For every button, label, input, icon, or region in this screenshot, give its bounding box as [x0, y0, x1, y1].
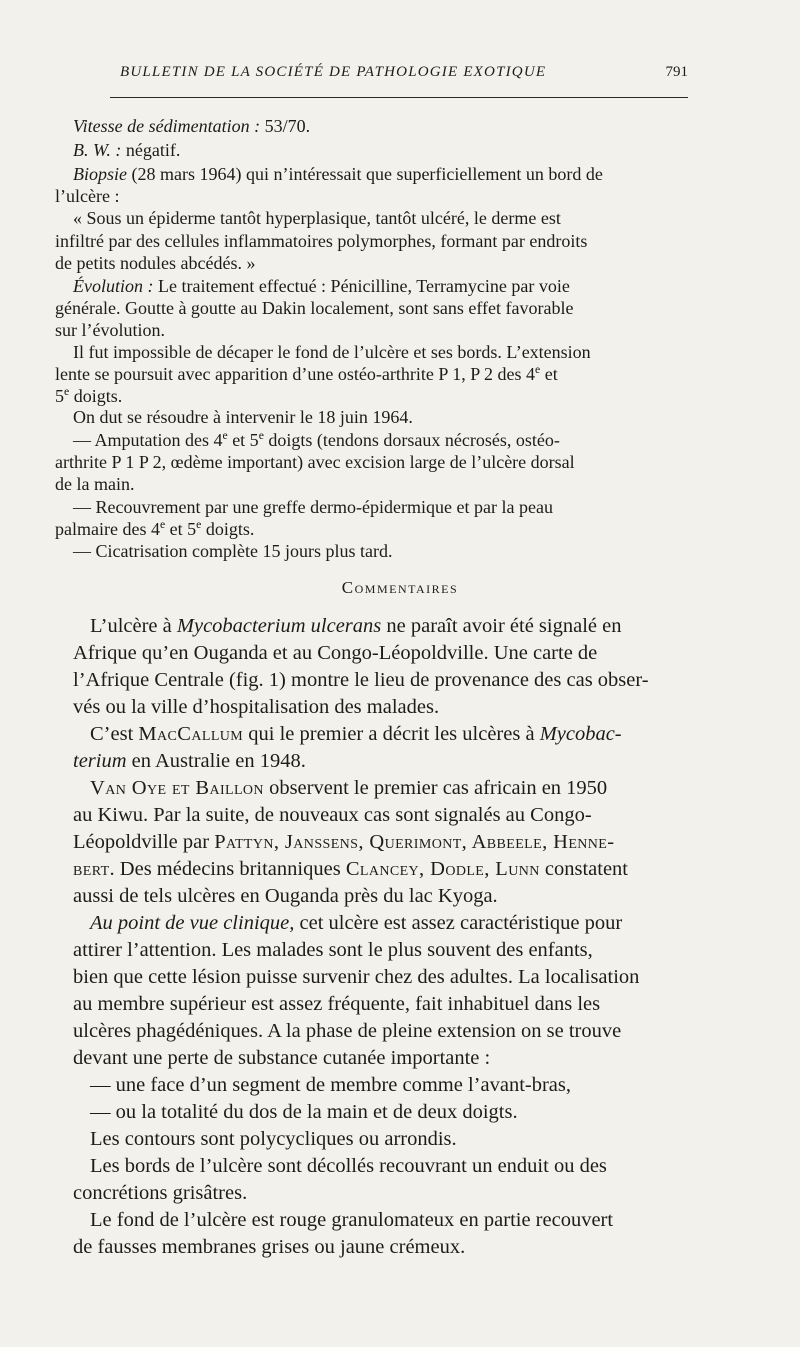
text-line: Le fond de l’ulcère est rouge granulomateux en partie recouvert: [90, 1209, 614, 1231]
text-line: de petits nodules abcédés. »: [55, 253, 256, 273]
text-line: Vitesse de sédimentation : 53/70.: [73, 116, 311, 136]
text-line: Évolution : Le traitement effectué : Pénicilline, Terramycine par voie: [73, 276, 570, 296]
text-line: 5e doigts.: [55, 385, 123, 406]
text-line: « Sous un épiderme tantôt hyperplasique, tantôt ulcéré, le derme est: [73, 208, 561, 228]
text-line: Afrique qu’en Ouganda et au Congo-Léopoldville. Une carte de: [73, 642, 598, 664]
text-line: devant une perte de substance cutanée importante :: [73, 1047, 491, 1069]
text-line: bert. Des médecins britanniques Clancey, Dodle, Lunn constatent: [73, 858, 628, 880]
text-line: terium en Australie en 1948.: [73, 750, 306, 772]
text-line: C’est MacCallum qui le premier a décrit les ulcères à Mycobac-: [90, 723, 622, 745]
text-line: — ou la totalité du dos de la main et de deux doigts.: [90, 1101, 518, 1123]
text-line: aussi de tels ulcères en Ouganda près du lac Kyoga.: [73, 885, 498, 907]
text-line: Les bords de l’ulcère sont décollés recouvrant un enduit ou des: [90, 1155, 607, 1177]
header-rule: [110, 97, 688, 98]
text-line: concrétions grisâtres.: [73, 1182, 248, 1204]
text-line: — Amputation des 4e et 5e doigts (tendons dorsaux nécrosés, ostéo-: [73, 429, 560, 450]
section-heading: Commentaires: [341, 578, 459, 597]
text-line: de la main.: [55, 474, 135, 494]
text-line: au Kiwu. Par la suite, de nouveaux cas sont signalés au Congo-: [73, 804, 592, 826]
text-line: B. W. : négatif.: [73, 140, 181, 160]
text-line: au membre supérieur est assez fréquente, fait inhabituel dans les: [73, 993, 601, 1015]
running-header: [120, 64, 688, 81]
text-line: infiltré par des cellules inflammatoires polymorphes, formant par endroits: [55, 231, 588, 251]
journal-title: BULLETIN DE LA SOCIÉTÉ DE PATHOLOGIE EXOTIQUE: [120, 64, 547, 80]
text-line: Van Oye et Baillon observent le premier cas africain en 1950: [90, 777, 608, 799]
text-line: l’ulcère :: [55, 186, 120, 206]
text-line: sur l’évolution.: [55, 320, 165, 340]
text-line: ulcères phagédéniques. A la phase de pleine extension on se trouve: [73, 1020, 622, 1042]
text-line: Il fut impossible de décaper le fond de l’ulcère et ses bords. L’extension: [73, 342, 591, 362]
text-line: — Recouvrement par une greffe dermo-épidermique et par la peau: [73, 497, 553, 517]
text-line: Au point de vue clinique, cet ulcère est assez caractéristique pour: [90, 912, 623, 934]
text-line: — une face d’un segment de membre comme l’avant-bras,: [90, 1074, 571, 1096]
text-line: palmaire des 4e et 5e doigts.: [55, 518, 255, 539]
text-line: Léopoldville par Pattyn, Janssens, Querimont, Abbeele, Henne-: [73, 831, 615, 853]
text-line: générale. Goutte à goutte au Dakin localement, sont sans effet favorable: [55, 298, 574, 318]
text-line: vés ou la ville d’hospitalisation des malades.: [73, 696, 440, 718]
text-line: lente se poursuit avec apparition d’une ostéo-arthrite P 1, P 2 des 4e et: [55, 363, 558, 384]
text-line: — Cicatrisation complète 15 jours plus tard.: [73, 541, 393, 561]
text-line: de fausses membranes grises ou jaune crémeux.: [73, 1236, 466, 1258]
text-line: Les contours sont polycycliques ou arrondis.: [90, 1128, 457, 1150]
text-line: L’ulcère à Mycobacterium ulcerans ne paraît avoir été signalé en: [90, 615, 622, 637]
page-number: 791: [665, 64, 688, 80]
text-line: l’Afrique Centrale (fig. 1) montre le lieu de provenance des cas obser-: [73, 669, 649, 691]
text-line: bien que cette lésion puisse survenir chez des adultes. La localisation: [73, 966, 640, 988]
text-line: attirer l’attention. Les malades sont le plus souvent des enfants,: [73, 939, 593, 961]
text-line: arthrite P 1 P 2, œdème important) avec excision large de l’ulcère dorsal: [55, 452, 575, 472]
text-line: Biopsie (28 mars 1964) qui n’intéressait que superficiellement un bord de: [73, 164, 603, 184]
text-line: On dut se résoudre à intervenir le 18 juin 1964.: [73, 407, 413, 427]
